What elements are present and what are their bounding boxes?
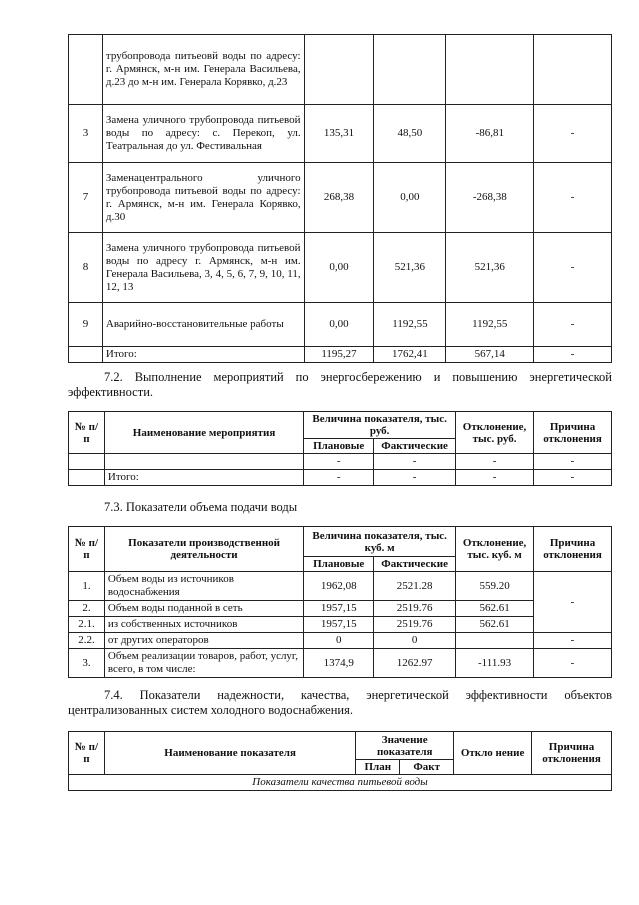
reason-value: -: [534, 649, 612, 678]
fact-value: -: [374, 454, 456, 470]
quality-subheader: Показатели качества питьевой воды: [69, 775, 612, 791]
fact-value: 1762,41: [374, 347, 446, 363]
reason-value: -: [534, 233, 612, 303]
indicator-name: от других операторов: [104, 633, 303, 649]
reason-value: -: [534, 454, 612, 470]
deviation-value: [456, 633, 534, 649]
measure-name: Заменацентрального уличного трубопровода питьевой воды по адресу: г. Армянск, м-н им. Генерала Корявко, д.30: [102, 163, 304, 233]
deviation-value: -86,81: [446, 105, 534, 163]
row-number: 2.2.: [69, 633, 105, 649]
plan-value: [304, 35, 374, 105]
header-name: Наименование мероприятия: [104, 412, 303, 454]
deviation-value: 567,14: [446, 347, 534, 363]
header-reason: Причина отклонения: [534, 527, 612, 572]
deviation-value: -: [456, 470, 534, 486]
fact-value: [374, 35, 446, 105]
header-value: Величина показателя, тыс. куб. м: [304, 527, 456, 557]
row-number: [69, 454, 105, 470]
deviation-value: 559.20: [456, 572, 534, 601]
table-row: [69, 572, 612, 601]
section-7-3-title: 7.3. Показатели объема подачи воды: [104, 500, 298, 514]
reason-value: -: [534, 163, 612, 233]
deviation-value: 562.61: [456, 617, 534, 633]
water-supply-table: [68, 526, 612, 678]
fact-value: 1192,55: [374, 303, 446, 347]
table-row: [69, 163, 612, 233]
quality-indicators-table: [68, 731, 612, 791]
row-number: 2.1.: [69, 617, 105, 633]
plan-value: 1374,9: [304, 649, 374, 678]
row-number: 3: [69, 105, 103, 163]
table-row-total: [69, 470, 612, 486]
plan-value: 1962,08: [304, 572, 374, 601]
header-deviation: Отклонение, тыс. руб.: [456, 412, 534, 454]
indicator-name: из собственных источников: [104, 617, 303, 633]
header-fact: Фактические: [374, 557, 456, 572]
table-subheader-row: [69, 775, 612, 791]
row-number: 3.: [69, 649, 105, 678]
header-no: № п/п: [69, 412, 105, 454]
plan-value: 135,31: [304, 105, 374, 163]
fact-value: 0,00: [374, 163, 446, 233]
header-no: № п/п: [69, 527, 105, 572]
reason-value: -: [534, 303, 612, 347]
header-name: Наименование показателя: [104, 732, 355, 775]
measure-name: Аварийно-восстановительные работы: [102, 303, 304, 347]
fact-value: 2519.76: [374, 617, 456, 633]
plan-value: 268,38: [304, 163, 374, 233]
table-row: [69, 35, 612, 105]
measure-name: [104, 454, 303, 470]
total-label: Итого:: [104, 470, 303, 486]
reason-value: -: [534, 470, 612, 486]
measure-name: Замена уличного трубопровода питьевой воды по адресу: с. Перекоп, ул. Театральная до ул. Фестивальная: [102, 105, 304, 163]
plan-value: 1957,15: [304, 617, 374, 633]
fact-value: 0: [374, 633, 456, 649]
investment-table: [68, 34, 612, 363]
deviation-value: -111.93: [456, 649, 534, 678]
header-plan: Плановые: [304, 557, 374, 572]
plan-value: 0,00: [304, 303, 374, 347]
table-row: [69, 303, 612, 347]
header-fact: Факт: [400, 760, 454, 775]
header-deviation: Отклонение, тыс. куб. м: [456, 527, 534, 572]
deviation-value: 1192,55: [446, 303, 534, 347]
table-row: [69, 633, 612, 649]
reason-value: -: [534, 572, 612, 633]
reason-value: [534, 35, 612, 105]
table-row: [69, 454, 612, 470]
fact-value: 48,50: [374, 105, 446, 163]
total-label: Итого:: [102, 347, 304, 363]
plan-value: -: [304, 470, 374, 486]
section-7-4-text: 7.4. Показатели надежности, качества, энергетической эффективности объектов централизованных систем холодного водоснабжения.: [68, 688, 612, 717]
header-value: Значение показателя: [356, 732, 454, 760]
header-plan: Плановые: [304, 439, 374, 454]
fact-value: 521,36: [374, 233, 446, 303]
indicator-name: Объем воды поданной в сеть: [104, 601, 303, 617]
indicator-name: Объем реализации товаров, работ, услуг, всего, в том числе:: [104, 649, 303, 678]
row-number: 1.: [69, 572, 105, 601]
deviation-value: [446, 35, 534, 105]
reason-value: -: [534, 105, 612, 163]
fact-value: -: [374, 470, 456, 486]
plan-value: 1195,27: [304, 347, 374, 363]
reason-value: -: [534, 633, 612, 649]
row-number: 8: [69, 233, 103, 303]
deviation-value: -268,38: [446, 163, 534, 233]
table-row: [69, 649, 612, 678]
deviation-value: -: [456, 454, 534, 470]
deviation-value: 562.61: [456, 601, 534, 617]
plan-value: 0: [304, 633, 374, 649]
energy-saving-table: [68, 411, 612, 486]
plan-value: -: [304, 454, 374, 470]
plan-value: 1957,15: [304, 601, 374, 617]
row-number: 2.: [69, 601, 105, 617]
row-number: [69, 347, 103, 363]
table-row: [69, 601, 612, 617]
fact-value: 1262.97: [374, 649, 456, 678]
indicator-name: Объем воды из источников водоснабжения: [104, 572, 303, 601]
table-row: [69, 233, 612, 303]
row-number: [69, 470, 105, 486]
reason-value: -: [534, 347, 612, 363]
table-row: [69, 105, 612, 163]
fact-value: 2521.28: [374, 572, 456, 601]
row-number: [69, 35, 103, 105]
header-reason: Причина отклонения: [534, 412, 612, 454]
plan-value: 0,00: [304, 233, 374, 303]
deviation-value: 521,36: [446, 233, 534, 303]
measure-name: Замена уличного трубопровода питьевой воды по адресу г. Армянск, м-н им. Генерала Васильева, 3, 4, 5, 6, 7, 9, 10, 11, 12, 13: [102, 233, 304, 303]
header-plan: План: [356, 760, 400, 775]
table-row: [69, 617, 612, 633]
table-row-total: [69, 347, 612, 363]
section-7-2-text: 7.2. Выполнение мероприятий по энергосбережению и повышению энергетической эффективности.: [68, 370, 612, 399]
header-name: Показатели производственной деятельности: [104, 527, 303, 572]
fact-value: 2519.76: [374, 601, 456, 617]
header-fact: Фактические: [374, 439, 456, 454]
header-deviation: Откло нение: [454, 732, 532, 775]
measure-name: трубопровода питьеовй воды по адресу: г. Армянск, м-н им. Генерала Васильева, д.23 до м-н им. Генерала Корявко, д.23: [102, 35, 304, 105]
header-value: Величина показателя, тыс. руб.: [304, 412, 456, 439]
row-number: 9: [69, 303, 103, 347]
header-reason: Причина отклонения: [532, 732, 612, 775]
row-number: 7: [69, 163, 103, 233]
header-no: № п/п: [69, 732, 105, 775]
